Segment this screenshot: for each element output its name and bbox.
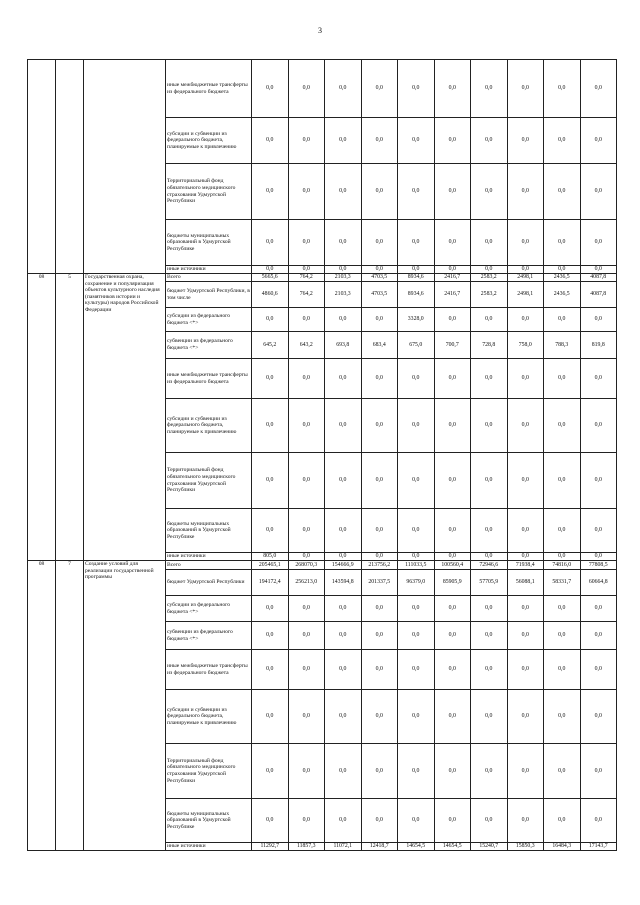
value-cell: 0,0 — [325, 509, 362, 553]
value-cell: 60664,8 — [580, 570, 617, 596]
value-cell: 0,0 — [252, 118, 289, 164]
value-cell: 0,0 — [398, 60, 435, 118]
value-cell: 71938,4 — [507, 561, 544, 570]
funding-source-label: Всего — [166, 561, 252, 570]
value-cell: 0,0 — [507, 220, 544, 266]
value-cell: 143594,8 — [325, 570, 362, 596]
value-cell: 0,0 — [507, 164, 544, 220]
value-cell: 0,0 — [288, 744, 325, 799]
value-cell: 0,0 — [288, 596, 325, 622]
value-cell: 5665,6 — [252, 274, 289, 282]
value-cell: 0,0 — [325, 266, 362, 274]
value-cell: 154666,9 — [325, 561, 362, 570]
value-cell: 11072,1 — [325, 843, 362, 851]
value-cell: 100560,4 — [434, 561, 471, 570]
value-cell: 2498,1 — [507, 274, 544, 282]
value-cell: 0,0 — [325, 164, 362, 220]
value-cell: 16484,3 — [544, 843, 581, 851]
value-cell: 4087,8 — [580, 274, 617, 282]
value-cell: 15240,7 — [471, 843, 508, 851]
value-cell: 256213,0 — [288, 570, 325, 596]
value-cell: 0,0 — [471, 596, 508, 622]
value-cell: 0,0 — [507, 509, 544, 553]
value-cell: 2103,3 — [325, 274, 362, 282]
value-cell: 2498,1 — [507, 282, 544, 308]
value-cell: 0,0 — [361, 164, 398, 220]
value-cell: 57705,9 — [471, 570, 508, 596]
value-cell: 4087,8 — [580, 282, 617, 308]
value-cell: 205465,1 — [252, 561, 289, 570]
value-cell: 12418,7 — [361, 843, 398, 851]
value-cell: 0,0 — [507, 799, 544, 843]
value-cell: 0,0 — [507, 118, 544, 164]
value-cell: 0,0 — [544, 650, 581, 690]
value-cell: 0,0 — [398, 453, 435, 509]
value-cell: 0,0 — [471, 690, 508, 744]
value-cell: 2436,5 — [544, 274, 581, 282]
value-cell: 0,0 — [325, 622, 362, 650]
value-cell: 0,0 — [471, 650, 508, 690]
value-cell: 0,0 — [325, 744, 362, 799]
value-cell: 0,0 — [471, 509, 508, 553]
value-cell: 0,0 — [398, 359, 435, 399]
value-cell: 758,0 — [507, 332, 544, 359]
table-row — [28, 60, 617, 118]
value-cell: 0,0 — [544, 553, 581, 561]
value-cell: 0,0 — [325, 60, 362, 118]
value-cell: 0,0 — [252, 744, 289, 799]
value-cell: 0,0 — [361, 596, 398, 622]
section-title — [84, 60, 166, 274]
value-cell: 0,0 — [398, 220, 435, 266]
section-code — [28, 60, 56, 274]
value-cell: 0,0 — [580, 690, 617, 744]
value-cell: 213756,2 — [361, 561, 398, 570]
value-cell: 0,0 — [580, 453, 617, 509]
funding-source-label: иные межбюджетные трансферты из федерального бюджета — [166, 359, 252, 399]
value-cell: 0,0 — [288, 220, 325, 266]
value-cell: 0,0 — [252, 359, 289, 399]
value-cell: 0,0 — [544, 60, 581, 118]
section-title: Государственная охрана, сохранение и популяризация объектов культурного наследия (памятников истории и культуры) народов Российской Федерации — [84, 274, 166, 561]
value-cell: 0,0 — [398, 164, 435, 220]
value-cell: 0,0 — [580, 596, 617, 622]
value-cell: 0,0 — [361, 118, 398, 164]
value-cell: 0,0 — [471, 622, 508, 650]
funding-source-label: Территориальный фонд обязательного медицинского страхования Удмуртской Республики — [166, 744, 252, 799]
value-cell: 0,0 — [580, 650, 617, 690]
value-cell: 0,0 — [361, 60, 398, 118]
funding-source-label: субсидии из федерального бюджета <*> — [166, 308, 252, 332]
value-cell: 0,0 — [434, 220, 471, 266]
value-cell: 0,0 — [434, 308, 471, 332]
value-cell: 0,0 — [507, 744, 544, 799]
value-cell: 0,0 — [544, 453, 581, 509]
value-cell: 2583,2 — [471, 274, 508, 282]
funding-source-label: бюджеты муниципальных образований в Удмуртской Республике — [166, 220, 252, 266]
value-cell: 0,0 — [580, 509, 617, 553]
value-cell: 15850,3 — [507, 843, 544, 851]
value-cell: 0,0 — [544, 359, 581, 399]
value-cell: 0,0 — [252, 399, 289, 453]
value-cell: 0,0 — [288, 60, 325, 118]
value-cell: 0,0 — [252, 60, 289, 118]
value-cell: 0,0 — [434, 596, 471, 622]
value-cell: 0,0 — [544, 266, 581, 274]
value-cell: 700,7 — [434, 332, 471, 359]
value-cell: 0,0 — [507, 266, 544, 274]
funding-source-label: субвенции из федерального бюджета <*> — [166, 622, 252, 650]
value-cell: 0,0 — [434, 744, 471, 799]
value-cell: 0,0 — [580, 220, 617, 266]
value-cell: 0,0 — [544, 622, 581, 650]
value-cell: 0,0 — [434, 650, 471, 690]
value-cell: 0,0 — [434, 799, 471, 843]
funding-source-label: бюджеты муниципальных образований в Удмуртской Республике — [166, 799, 252, 843]
value-cell: 0,0 — [325, 220, 362, 266]
value-cell: 0,0 — [325, 690, 362, 744]
value-cell: 0,0 — [580, 799, 617, 843]
value-cell: 0,0 — [361, 399, 398, 453]
value-cell: 0,0 — [507, 60, 544, 118]
value-cell: 0,0 — [434, 553, 471, 561]
value-cell: 0,0 — [325, 308, 362, 332]
section-code: 08 — [28, 274, 56, 561]
value-cell: 0,0 — [325, 399, 362, 453]
value-cell: 0,0 — [288, 453, 325, 509]
funding-source-label: субсидии и субвенции из федерального бюджета, планируемые к привлечению — [166, 118, 252, 164]
value-cell: 0,0 — [580, 164, 617, 220]
value-cell: 0,0 — [471, 220, 508, 266]
value-cell: 0,0 — [252, 266, 289, 274]
value-cell: 2416,7 — [434, 282, 471, 308]
value-cell: 0,0 — [288, 399, 325, 453]
value-cell: 0,0 — [434, 509, 471, 553]
funding-source-label: иные источники — [166, 843, 252, 851]
value-cell: 0,0 — [507, 359, 544, 399]
value-cell: 0,0 — [398, 690, 435, 744]
funding-source-label: иные источники — [166, 266, 252, 274]
value-cell: 0,0 — [580, 359, 617, 399]
value-cell: 0,0 — [361, 744, 398, 799]
value-cell: 0,0 — [580, 60, 617, 118]
value-cell: 0,0 — [288, 622, 325, 650]
value-cell: 728,8 — [471, 332, 508, 359]
table-row — [28, 561, 617, 570]
value-cell: 0,0 — [544, 308, 581, 332]
value-cell: 0,0 — [434, 118, 471, 164]
funding-source-label: субсидии из федерального бюджета <*> — [166, 596, 252, 622]
value-cell: 17143,7 — [580, 843, 617, 851]
budget-table — [27, 59, 617, 851]
value-cell: 3328,0 — [398, 308, 435, 332]
value-cell: 0,0 — [471, 399, 508, 453]
funding-source-label: иные источники — [166, 553, 252, 561]
value-cell: 0,0 — [398, 622, 435, 650]
value-cell: 0,0 — [288, 266, 325, 274]
value-cell: 72946,6 — [471, 561, 508, 570]
value-cell: 0,0 — [434, 690, 471, 744]
value-cell: 693,8 — [325, 332, 362, 359]
value-cell: 0,0 — [361, 622, 398, 650]
value-cell: 0,0 — [580, 266, 617, 274]
funding-source-label: субвенции из федерального бюджета <*> — [166, 332, 252, 359]
value-cell: 0,0 — [398, 596, 435, 622]
value-cell: 56088,1 — [507, 570, 544, 596]
value-cell: 0,0 — [434, 622, 471, 650]
value-cell: 0,0 — [544, 690, 581, 744]
table-row — [28, 274, 617, 282]
value-cell: 805,0 — [252, 553, 289, 561]
value-cell: 0,0 — [398, 744, 435, 799]
value-cell: 0,0 — [471, 453, 508, 509]
value-cell: 0,0 — [544, 596, 581, 622]
value-cell: 819,8 — [580, 332, 617, 359]
value-cell: 0,0 — [398, 509, 435, 553]
value-cell: 0,0 — [544, 399, 581, 453]
value-cell: 0,0 — [580, 744, 617, 799]
value-cell: 0,0 — [580, 118, 617, 164]
value-cell: 0,0 — [434, 266, 471, 274]
value-cell: 8934,6 — [398, 282, 435, 308]
value-cell: 0,0 — [288, 308, 325, 332]
value-cell: 0,0 — [434, 60, 471, 118]
value-cell: 0,0 — [398, 799, 435, 843]
value-cell: 0,0 — [361, 359, 398, 399]
value-cell: 0,0 — [434, 399, 471, 453]
value-cell: 58331,7 — [544, 570, 581, 596]
value-cell: 0,0 — [398, 553, 435, 561]
value-cell: 0,0 — [325, 596, 362, 622]
value-cell: 0,0 — [471, 266, 508, 274]
funding-source-label: бюджет Удмуртской Республики — [166, 570, 252, 596]
value-cell: 4703,5 — [361, 282, 398, 308]
value-cell: 0,0 — [361, 266, 398, 274]
value-cell: 0,0 — [544, 118, 581, 164]
funding-source-label: Территориальный фонд обязательного медицинского страхования Удмуртской Республики — [166, 453, 252, 509]
value-cell: 0,0 — [580, 553, 617, 561]
value-cell: 0,0 — [398, 399, 435, 453]
value-cell: 4860,6 — [252, 282, 289, 308]
value-cell: 2583,2 — [471, 282, 508, 308]
value-cell: 0,0 — [325, 453, 362, 509]
value-cell: 0,0 — [544, 164, 581, 220]
value-cell: 2416,7 — [434, 274, 471, 282]
value-cell: 0,0 — [325, 359, 362, 399]
value-cell: 0,0 — [471, 308, 508, 332]
value-cell: 0,0 — [471, 164, 508, 220]
value-cell: 201337,5 — [361, 570, 398, 596]
value-cell: 0,0 — [288, 164, 325, 220]
value-cell: 0,0 — [252, 690, 289, 744]
value-cell: 0,0 — [288, 690, 325, 744]
section-code: 08 — [28, 561, 56, 851]
page-number: 3 — [318, 26, 322, 35]
value-cell: 0,0 — [471, 799, 508, 843]
value-cell: 0,0 — [580, 622, 617, 650]
value-cell: 0,0 — [361, 509, 398, 553]
value-cell: 0,0 — [507, 622, 544, 650]
value-cell: 0,0 — [544, 799, 581, 843]
value-cell: 8934,6 — [398, 274, 435, 282]
funding-source-label: иные межбюджетные трансферты из федерального бюджета — [166, 60, 252, 118]
value-cell: 0,0 — [471, 118, 508, 164]
value-cell: 0,0 — [252, 308, 289, 332]
funding-source-label: бюджеты муниципальных образований в Удмуртской Республике — [166, 509, 252, 553]
value-cell: 0,0 — [288, 359, 325, 399]
value-cell: 0,0 — [288, 650, 325, 690]
value-cell: 0,0 — [471, 359, 508, 399]
section-subcode: 5 — [56, 274, 84, 561]
value-cell: 0,0 — [507, 690, 544, 744]
value-cell: 0,0 — [252, 799, 289, 843]
value-cell: 0,0 — [507, 650, 544, 690]
funding-source-label: Территориальный фонд обязательного медицинского страхования Удмуртской Республики — [166, 164, 252, 220]
value-cell: 0,0 — [325, 650, 362, 690]
value-cell: 4703,5 — [361, 274, 398, 282]
funding-source-label: субсидии и субвенции из федерального бюджета, планируемые к привлечению — [166, 690, 252, 744]
value-cell: 0,0 — [288, 509, 325, 553]
value-cell: 96379,0 — [398, 570, 435, 596]
value-cell: 0,0 — [325, 799, 362, 843]
value-cell: 0,0 — [252, 509, 289, 553]
value-cell: 0,0 — [434, 164, 471, 220]
value-cell: 0,0 — [580, 308, 617, 332]
funding-source-label: иные межбюджетные трансферты из федерального бюджета — [166, 650, 252, 690]
value-cell: 0,0 — [580, 399, 617, 453]
value-cell: 0,0 — [507, 453, 544, 509]
value-cell: 14654,5 — [398, 843, 435, 851]
value-cell: 0,0 — [398, 118, 435, 164]
section-title: Создание условий для реализации государственной программы — [84, 561, 166, 851]
value-cell: 111033,5 — [398, 561, 435, 570]
value-cell: 683,4 — [361, 332, 398, 359]
value-cell: 0,0 — [325, 118, 362, 164]
value-cell: 0,0 — [398, 266, 435, 274]
funding-source-label: субсидии и субвенции из федерального бюджета, планируемые к привлечению — [166, 399, 252, 453]
value-cell: 0,0 — [398, 650, 435, 690]
value-cell: 0,0 — [288, 553, 325, 561]
value-cell: 194172,4 — [252, 570, 289, 596]
value-cell: 0,0 — [434, 359, 471, 399]
value-cell: 0,0 — [544, 220, 581, 266]
value-cell: 0,0 — [507, 553, 544, 561]
value-cell: 268070,3 — [288, 561, 325, 570]
value-cell: 0,0 — [361, 308, 398, 332]
value-cell: 85905,9 — [434, 570, 471, 596]
value-cell: 0,0 — [544, 509, 581, 553]
value-cell: 0,0 — [471, 553, 508, 561]
value-cell: 0,0 — [361, 553, 398, 561]
value-cell: 2103,3 — [325, 282, 362, 308]
section-subcode — [56, 60, 84, 274]
value-cell: 0,0 — [361, 690, 398, 744]
value-cell: 0,0 — [471, 744, 508, 799]
value-cell: 0,0 — [507, 596, 544, 622]
value-cell: 0,0 — [361, 220, 398, 266]
value-cell: 0,0 — [252, 220, 289, 266]
value-cell: 0,0 — [507, 399, 544, 453]
value-cell: 0,0 — [252, 164, 289, 220]
value-cell: 14654,5 — [434, 843, 471, 851]
value-cell: 0,0 — [507, 308, 544, 332]
value-cell: 0,0 — [252, 622, 289, 650]
value-cell: 0,0 — [361, 453, 398, 509]
value-cell: 0,0 — [252, 453, 289, 509]
section-subcode: 7 — [56, 561, 84, 851]
value-cell: 0,0 — [361, 799, 398, 843]
value-cell: 74816,0 — [544, 561, 581, 570]
value-cell: 0,0 — [434, 453, 471, 509]
value-cell: 0,0 — [288, 799, 325, 843]
value-cell: 0,0 — [325, 553, 362, 561]
value-cell: 764,2 — [288, 282, 325, 308]
value-cell: 645,2 — [252, 332, 289, 359]
value-cell: 643,2 — [288, 332, 325, 359]
value-cell: 0,0 — [288, 118, 325, 164]
value-cell: 11292,7 — [252, 843, 289, 851]
value-cell: 764,2 — [288, 274, 325, 282]
funding-source-label: Всего — [166, 274, 252, 282]
value-cell: 0,0 — [252, 650, 289, 690]
value-cell: 0,0 — [471, 60, 508, 118]
value-cell: 0,0 — [544, 744, 581, 799]
value-cell: 11857,3 — [288, 843, 325, 851]
value-cell: 0,0 — [252, 596, 289, 622]
value-cell: 77808,5 — [580, 561, 617, 570]
funding-source-label: бюджет Удмуртской Республики, в том числе — [166, 282, 252, 308]
value-cell: 2436,5 — [544, 282, 581, 308]
value-cell: 0,0 — [361, 650, 398, 690]
value-cell: 788,3 — [544, 332, 581, 359]
value-cell: 675,0 — [398, 332, 435, 359]
